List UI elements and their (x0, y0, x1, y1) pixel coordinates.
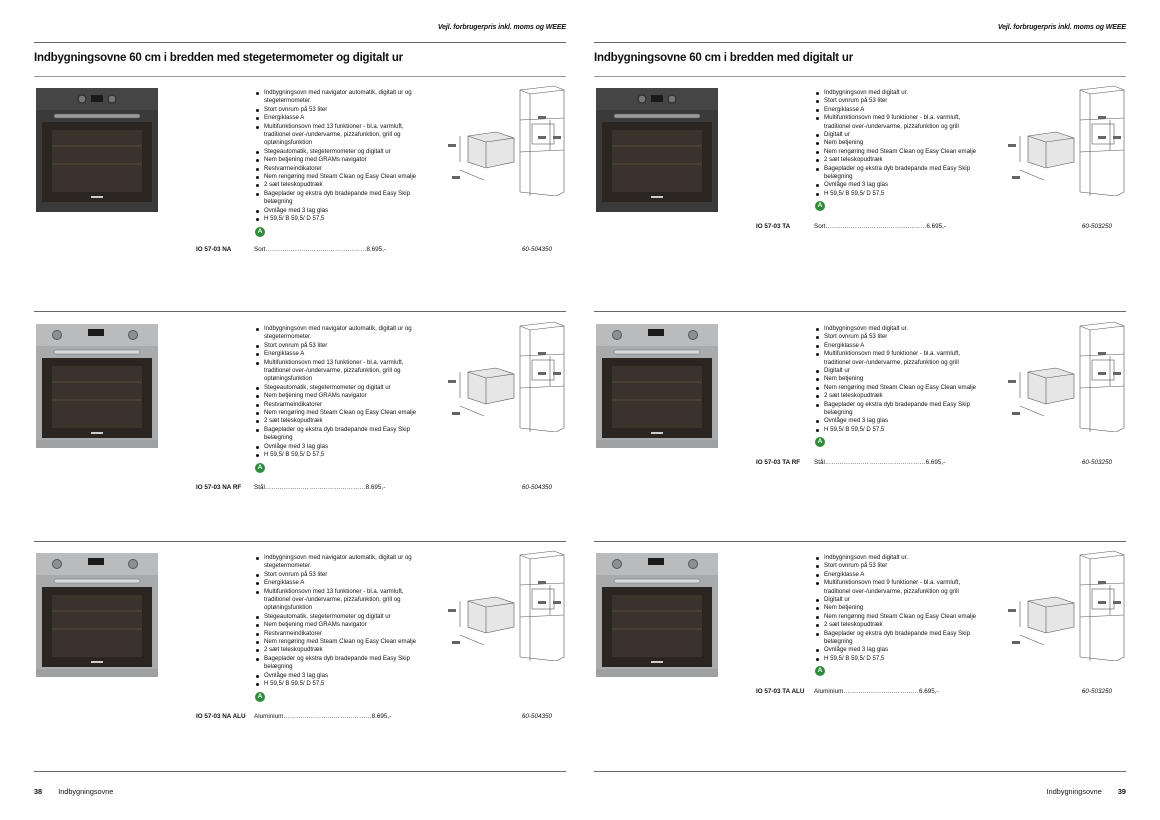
price: 6.695,- (918, 688, 939, 695)
feature-item: Bageplader og ekstra dyb bradepande med Easy Skip belægning (814, 165, 984, 182)
feature-item: Multifunktionsovn med 13 funktioner - bl.a. varmluft, traditionel over-/undervarme, pizzafunktion, grill og optøningsfunktion (254, 359, 424, 384)
price-line (254, 246, 386, 253)
installation-diagram-icon (1006, 84, 1126, 196)
feature-item: Ovnlåge med 3 lag glas (254, 207, 424, 215)
feature-item: H 59,5/ B 59,5/ D 57,5 (254, 680, 424, 688)
feature-item: Indbygningsovn med digitalt ur. (814, 325, 984, 333)
price-line (814, 688, 939, 695)
feature-item: Nem betjening (814, 604, 984, 612)
energy-class-icon: A (815, 666, 825, 676)
feature-item: Multifunktionsovn med 9 funktioner - bl.a. varmluft, traditionel over-/undervarme, pizzafunktion og grill (814, 114, 984, 131)
feature-item: Nem betjening med GRAMs navigator (254, 392, 424, 400)
feature-item: Stort ovnrum på 53 liter (254, 106, 424, 114)
feature-item: Stort ovnrum på 53 liter (814, 97, 984, 105)
installation-diagram-icon (446, 84, 566, 196)
model-number: IO 57-03 TA RF (756, 459, 801, 466)
feature-item: Stegeautomatik, stegetermometer og digitalt ur (254, 148, 424, 156)
feature-item: 2 sæt teleskopudtræk (814, 621, 984, 629)
feature-item: Indbygningsovn med digitalt ur. (814, 89, 984, 97)
divider (594, 42, 1126, 43)
page-number: 39 (1117, 787, 1126, 796)
feature-item: Energiklasse A (814, 106, 984, 114)
divider (34, 76, 566, 77)
feature-item: Stort ovnrum på 53 liter (814, 333, 984, 341)
energy-class-icon: A (815, 437, 825, 447)
feature-item: Multifunktionsovn med 9 funktioner - bl.a. varmluft, traditionel over-/undervarme, pizzafunktion og grill (814, 579, 984, 596)
feature-item: Restvarmeindikatorer (254, 630, 424, 638)
product-section (34, 324, 566, 524)
divider (34, 311, 566, 312)
feature-item: Nem rengøring med Steam Clean og Easy Clean emalje (254, 173, 424, 181)
page-number: 38 (34, 787, 43, 796)
model-number: IO 57-03 NA RF (196, 484, 242, 491)
feature-item: Nem rengøring med Steam Clean og Easy Clean emalje (254, 409, 424, 417)
feature-item: Stort ovnrum på 53 liter (254, 342, 424, 350)
feature-item: Nem rengøring med Steam Clean og Easy Clean emalje (254, 638, 424, 646)
energy-class-icon: A (255, 692, 265, 702)
article-number: 60-504350 (521, 713, 552, 720)
price: 8.695,- (366, 246, 386, 253)
feature-item: Multifunktionsovn med 13 funktioner - bl.a. varmluft, traditionel over-/undervarme, pizzafunktion, grill og optøningsfunktion (254, 123, 424, 148)
color-variant: Sort (254, 246, 266, 253)
feature-item: Indbygningsovn med navigator automatik, digitalt ur og stegetermometer. (254, 325, 424, 342)
article-number: 60-503250 (1081, 223, 1112, 230)
oven-image (596, 553, 718, 677)
price: 8.695,- (365, 484, 386, 491)
feature-item: 2 sæt teleskopudtræk (814, 392, 984, 400)
price-line (814, 223, 946, 230)
product-section (594, 88, 1126, 288)
divider (594, 771, 1126, 772)
divider (594, 76, 1126, 77)
divider (34, 541, 566, 542)
page-title: Indbygningsovne 60 cm i bredden med stegetermometer og digitalt ur (34, 52, 403, 64)
feature-item: Nem betjening (814, 139, 984, 147)
feature-item: Ovnlåge med 3 lag glas (254, 443, 424, 451)
feature-item: Nem rengøring med Steam Clean og Easy Clean emalje (814, 148, 984, 156)
product-section (34, 88, 566, 288)
feature-item: Digitalt ur (814, 131, 984, 139)
feature-item: Energiklasse A (254, 579, 424, 587)
feature-item: Stort ovnrum på 53 liter (254, 571, 424, 579)
feature-item: H 59,5/ B 59,5/ D 57,5 (814, 426, 984, 434)
feature-item: H 59,5/ B 59,5/ D 57,5 (814, 190, 984, 198)
divider (594, 311, 1126, 312)
oven-image (36, 324, 158, 448)
feature-item: Bageplader og ekstra dyb bradepande med Easy Skip belægning (254, 190, 424, 207)
feature-item: Multifunktionsovn med 9 funktioner - bl.a. varmluft, traditionel over-/undervarme, pizzafunktion og grill (814, 350, 984, 367)
feature-list (254, 554, 424, 689)
feature-item: Bageplader og ekstra dyb bradepande med Easy Skip belægning (814, 401, 984, 418)
feature-item: Nem betjening (814, 375, 984, 383)
divider (34, 771, 566, 772)
feature-item: Restvarmeindikatorer (254, 401, 424, 409)
article-number: 60-504350 (521, 484, 552, 491)
feature-item: Ovnlåge med 3 lag glas (254, 672, 424, 680)
feature-list (814, 554, 984, 663)
feature-item: H 59,5/ B 59,5/ D 57,5 (254, 215, 424, 223)
leader-dots: ……………………………… (843, 688, 919, 695)
feature-item: Nem rengøring med Steam Clean og Easy Clean emalje (814, 384, 984, 392)
feature-item: Energiklasse A (254, 350, 424, 358)
feature-item: Indbygningsovn med navigator automatik, digitalt ur og stegetermometer. (254, 89, 424, 106)
feature-item: Multifunktionsovn med 13 funktioner - bl.a. varmluft, traditionel over-/undervarme, pizzafunktion, grill og optøningsfunktion (254, 588, 424, 613)
divider (34, 42, 566, 43)
left-page (34, 0, 566, 820)
product-section (34, 553, 566, 753)
feature-item: Bageplader og ekstra dyb bradepande med Easy Skip belægning (814, 630, 984, 647)
feature-item: Energiklasse A (254, 114, 424, 122)
color-variant: Stål (814, 459, 825, 466)
price-note: Vejl. forbrugerpris inkl. moms og WEEE (437, 24, 566, 31)
feature-item: Restvarmeindikatorer (254, 165, 424, 173)
price: 6.695,- (925, 459, 946, 466)
price: 8.695,- (371, 713, 392, 720)
feature-item: 2 sæt teleskopudtræk (254, 417, 424, 425)
feature-item: Ovnlåge med 3 lag glas (814, 417, 984, 425)
feature-item: Stegeautomatik, stegetermometer og digitalt ur (254, 384, 424, 392)
leader-dots: …………………………………… (283, 713, 372, 720)
oven-image (596, 88, 718, 212)
divider (594, 541, 1126, 542)
feature-item: Indbygningsovn med navigator automatik, digitalt ur og stegetermometer. (254, 554, 424, 571)
feature-item: H 59,5/ B 59,5/ D 57,5 (814, 655, 984, 663)
feature-item: Stegeautomatik, stegetermometer og digitalt ur (254, 613, 424, 621)
feature-item: H 59,5/ B 59,5/ D 57,5 (254, 451, 424, 459)
installation-diagram-icon (1006, 320, 1126, 432)
right-page (594, 0, 1126, 820)
page-footer (34, 787, 113, 796)
oven-image (36, 88, 158, 212)
installation-diagram-icon (1006, 549, 1126, 661)
feature-item: Digitalt ur (814, 596, 984, 604)
feature-item: Digitalt ur (814, 367, 984, 375)
price-note: Vejl. forbrugerpris inkl. moms og WEEE (997, 24, 1126, 31)
leader-dots: ………………………………………… (264, 484, 366, 491)
product-section (594, 553, 1126, 753)
model-number: IO 57-03 NA (196, 246, 232, 253)
page-footer (1047, 787, 1126, 796)
leader-dots: ………………………………………… (824, 459, 926, 466)
energy-class-icon: A (255, 227, 265, 237)
feature-item: Ovnlåge med 3 lag glas (814, 181, 984, 189)
oven-image (36, 553, 158, 677)
feature-item: Stort ovnrum på 53 liter (814, 562, 984, 570)
price: 6.695,- (926, 223, 946, 230)
color-variant: Sort (814, 223, 826, 230)
price-line (254, 713, 391, 720)
footer-section: Indbygningsovne (58, 787, 114, 796)
model-number: IO 57-03 TA (756, 223, 791, 230)
feature-list (814, 325, 984, 434)
feature-item: Energiklasse A (814, 342, 984, 350)
feature-item: Bageplader og ekstra dyb bradepande med Easy Skip belægning (254, 426, 424, 443)
feature-item: Indbygningsovn med digitalt ur. (814, 554, 984, 562)
model-number: IO 57-03 NA ALU (196, 713, 246, 720)
price-line (814, 459, 945, 466)
feature-list (814, 89, 984, 198)
installation-diagram-icon (446, 320, 566, 432)
feature-item: Energiklasse A (814, 571, 984, 579)
color-variant: Stål (254, 484, 265, 491)
product-section (594, 324, 1126, 524)
article-number: 60-503250 (1081, 459, 1112, 466)
energy-class-icon: A (815, 201, 825, 211)
installation-diagram-icon (446, 549, 566, 661)
color-variant: Aluminium (814, 688, 844, 695)
feature-list (254, 89, 424, 224)
feature-list (254, 325, 424, 460)
price-line (254, 484, 385, 491)
footer-section: Indbygningsovne (1046, 787, 1102, 796)
model-number: IO 57-03 TA ALU (756, 688, 805, 695)
feature-item: Ovnlåge med 3 lag glas (814, 646, 984, 654)
leader-dots: ………………………………………… (825, 223, 927, 230)
article-number: 60-504350 (521, 246, 552, 253)
feature-item: Nem betjening med GRAMs navigator (254, 156, 424, 164)
feature-item: 2 sæt teleskopudtræk (254, 646, 424, 654)
feature-item: Nem rengøring med Steam Clean og Easy Clean emalje (814, 613, 984, 621)
feature-item: 2 sæt teleskopudtræk (254, 181, 424, 189)
leader-dots: ………………………………………… (265, 246, 367, 253)
feature-item: Nem betjening med GRAMs navigator (254, 621, 424, 629)
energy-class-icon: A (255, 463, 265, 473)
oven-image (596, 324, 718, 448)
feature-item: Bageplader og ekstra dyb bradepande med Easy Skip belægning (254, 655, 424, 672)
page-title: Indbygningsovne 60 cm i bredden med digitalt ur (594, 52, 853, 64)
feature-item: 2 sæt teleskopudtræk (814, 156, 984, 164)
article-number: 60-503250 (1081, 688, 1112, 695)
color-variant: Aluminium (254, 713, 284, 720)
